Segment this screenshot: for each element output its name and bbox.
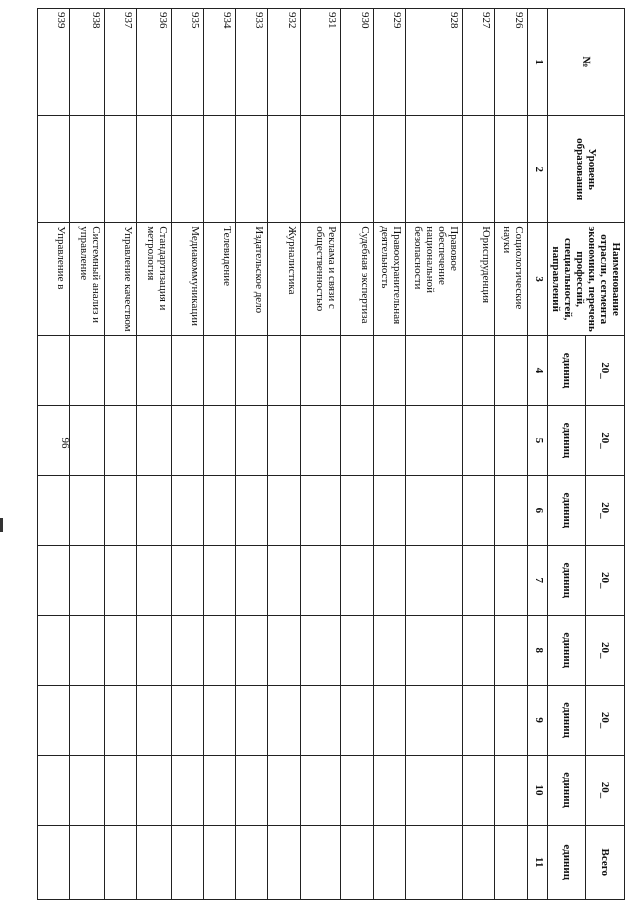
row-name: Управление качеством	[104, 223, 136, 336]
row-level	[70, 116, 104, 223]
row-value-cell	[495, 475, 527, 545]
row-value-cell	[463, 545, 495, 615]
row-name: Правовое обеспечение национальной безопасности	[406, 223, 463, 336]
row-value-cell	[203, 755, 235, 825]
row-name: Журналистика	[268, 223, 300, 336]
row-value-cell	[236, 405, 268, 475]
unit-cell: единиц	[548, 545, 587, 615]
row-value-cell	[104, 475, 136, 545]
row-value-cell	[300, 336, 341, 406]
header-row	[586, 9, 625, 900]
row-number: 936	[137, 9, 171, 116]
row-value-cell	[137, 545, 171, 615]
row-value-cell	[406, 685, 463, 755]
row-level	[463, 116, 495, 223]
row-value-cell	[203, 336, 235, 406]
row-value-cell	[373, 755, 405, 825]
table-row	[300, 9, 341, 900]
row-value-cell	[495, 336, 527, 406]
row-level	[171, 116, 203, 223]
unit-cell: единиц	[548, 755, 587, 825]
row-number: 926	[495, 9, 527, 116]
row-value-cell	[137, 825, 171, 899]
row-value-cell	[406, 475, 463, 545]
row-number: 931	[300, 9, 341, 116]
row-value-cell	[341, 755, 373, 825]
col-index: 1	[527, 9, 547, 116]
row-level	[495, 116, 527, 223]
col-index: 7	[527, 545, 547, 615]
row-value-cell	[38, 755, 70, 825]
header-year: 20_	[586, 405, 625, 475]
col-index: 10	[527, 755, 547, 825]
col-index: 5	[527, 405, 547, 475]
data-table	[37, 8, 625, 900]
row-number: 934	[203, 9, 235, 116]
header-year: 20_	[586, 475, 625, 545]
row-number: 935	[171, 9, 203, 116]
col-index: 6	[527, 475, 547, 545]
row-value-cell	[463, 475, 495, 545]
row-value-cell	[268, 545, 300, 615]
row-level	[137, 116, 171, 223]
row-level	[104, 116, 136, 223]
unit-cell: единиц	[548, 685, 587, 755]
row-value-cell	[300, 475, 341, 545]
table-row	[268, 9, 300, 900]
col-index: 8	[527, 615, 547, 685]
row-value-cell	[38, 825, 70, 899]
row-value-cell	[171, 615, 203, 685]
row-value-cell	[171, 755, 203, 825]
row-value-cell	[373, 825, 405, 899]
row-value-cell	[463, 825, 495, 899]
row-value-cell	[38, 545, 70, 615]
row-value-cell	[236, 545, 268, 615]
scan-margin-mark	[0, 518, 3, 532]
row-value-cell	[38, 475, 70, 545]
row-value-cell	[463, 405, 495, 475]
row-value-cell	[341, 475, 373, 545]
header-name: Наименование отрасли, сегмента экономики, перечень профессий, специальностей, направлений	[548, 223, 625, 336]
row-value-cell	[236, 475, 268, 545]
row-number: 932	[268, 9, 300, 116]
header-year: 20_	[586, 685, 625, 755]
header-no: №	[548, 9, 625, 116]
row-value-cell	[463, 615, 495, 685]
row-value-cell	[38, 336, 70, 406]
row-value-cell	[70, 825, 104, 899]
row-value-cell	[236, 685, 268, 755]
table-row	[341, 9, 373, 900]
row-value-cell	[341, 615, 373, 685]
row-value-cell	[236, 615, 268, 685]
unit-cell: единиц	[548, 405, 587, 475]
row-value-cell	[373, 615, 405, 685]
row-value-cell	[373, 685, 405, 755]
row-value-cell	[300, 405, 341, 475]
row-value-cell	[373, 545, 405, 615]
row-value-cell	[137, 405, 171, 475]
row-value-cell	[300, 825, 341, 899]
row-number: 929	[373, 9, 405, 116]
row-value-cell	[406, 545, 463, 615]
row-level	[203, 116, 235, 223]
row-value-cell	[70, 545, 104, 615]
row-level	[236, 116, 268, 223]
row-value-cell	[70, 336, 104, 406]
row-value-cell	[203, 615, 235, 685]
row-value-cell	[70, 475, 104, 545]
row-value-cell	[70, 615, 104, 685]
row-value-cell	[463, 336, 495, 406]
row-value-cell	[300, 685, 341, 755]
row-value-cell	[495, 825, 527, 899]
header-total: Всего	[586, 825, 625, 899]
row-value-cell	[70, 685, 104, 755]
row-name: Системный анализ и управление	[70, 223, 104, 336]
table-row	[38, 9, 70, 900]
row-value-cell	[463, 755, 495, 825]
col-index: 4	[527, 336, 547, 406]
row-value-cell	[495, 755, 527, 825]
table-row	[137, 9, 171, 900]
row-value-cell	[171, 475, 203, 545]
row-value-cell	[104, 615, 136, 685]
header-level: Уровень образования	[548, 116, 625, 223]
row-name: Юриспруденция	[463, 223, 495, 336]
row-value-cell	[406, 615, 463, 685]
row-name: Медиакоммуникации	[171, 223, 203, 336]
row-number: 930	[341, 9, 373, 116]
row-value-cell	[406, 825, 463, 899]
row-name: Реклама и связи с общественностью	[300, 223, 341, 336]
row-value-cell	[203, 685, 235, 755]
row-value-cell	[236, 825, 268, 899]
table-row	[236, 9, 268, 900]
row-value-cell	[495, 685, 527, 755]
row-number: 927	[463, 9, 495, 116]
row-value-cell	[203, 405, 235, 475]
row-value-cell	[268, 475, 300, 545]
row-value-cell	[495, 405, 527, 475]
row-number: 933	[236, 9, 268, 116]
row-value-cell	[171, 545, 203, 615]
row-value-cell	[341, 685, 373, 755]
col-index: 3	[527, 223, 547, 336]
row-value-cell	[203, 545, 235, 615]
row-value-cell	[268, 685, 300, 755]
row-value-cell	[171, 336, 203, 406]
row-value-cell	[137, 755, 171, 825]
row-value-cell	[104, 545, 136, 615]
table-row	[203, 9, 235, 900]
col-index: 2	[527, 116, 547, 223]
row-value-cell	[373, 336, 405, 406]
unit-cell: единиц	[548, 615, 587, 685]
row-name: Социологические науки	[495, 223, 527, 336]
row-value-cell	[38, 615, 70, 685]
row-value-cell	[268, 405, 300, 475]
unit-cell: единиц	[548, 475, 587, 545]
header-year: 20_	[586, 755, 625, 825]
row-value-cell	[268, 336, 300, 406]
row-value-cell	[171, 825, 203, 899]
row-value-cell	[406, 755, 463, 825]
row-value-cell	[495, 545, 527, 615]
row-value-cell	[70, 755, 104, 825]
row-value-cell	[137, 336, 171, 406]
table-body	[38, 9, 528, 900]
row-value-cell	[341, 405, 373, 475]
row-value-cell	[268, 615, 300, 685]
row-level	[341, 116, 373, 223]
row-value-cell	[137, 475, 171, 545]
row-value-cell	[104, 685, 136, 755]
unit-cell: единиц	[548, 825, 587, 899]
row-number: 939	[38, 9, 70, 116]
row-name: Издательское дело	[236, 223, 268, 336]
row-name: Правоохранительная деятельность	[373, 223, 405, 336]
row-value-cell	[300, 545, 341, 615]
row-level	[300, 116, 341, 223]
table-row	[495, 9, 527, 900]
row-value-cell	[373, 405, 405, 475]
row-value-cell	[406, 336, 463, 406]
table-row	[70, 9, 104, 900]
row-name: Судебная экспертиза	[341, 223, 373, 336]
row-level	[373, 116, 405, 223]
row-value-cell	[203, 475, 235, 545]
row-value-cell	[341, 336, 373, 406]
row-value-cell	[104, 405, 136, 475]
row-value-cell	[463, 685, 495, 755]
table-row	[406, 9, 463, 900]
page-number: 96	[59, 437, 71, 449]
row-value-cell	[406, 405, 463, 475]
row-value-cell	[104, 825, 136, 899]
row-value-cell	[373, 475, 405, 545]
row-number: 937	[104, 9, 136, 116]
table-row	[171, 9, 203, 900]
table-row	[463, 9, 495, 900]
row-value-cell	[38, 685, 70, 755]
row-value-cell	[268, 825, 300, 899]
row-value-cell	[171, 685, 203, 755]
row-value-cell	[137, 615, 171, 685]
row-value-cell	[104, 755, 136, 825]
row-value-cell	[341, 825, 373, 899]
row-value-cell	[236, 755, 268, 825]
row-value-cell	[495, 615, 527, 685]
row-value-cell	[268, 755, 300, 825]
row-level	[268, 116, 300, 223]
row-name: Управление в	[38, 223, 70, 336]
table-row	[104, 9, 136, 900]
row-number: 928	[406, 9, 463, 116]
row-value-cell	[171, 405, 203, 475]
column-index-row	[527, 9, 547, 900]
row-level	[406, 116, 463, 223]
row-name: Стандартизация и метрология	[137, 223, 171, 336]
row-value-cell	[137, 685, 171, 755]
row-number: 938	[70, 9, 104, 116]
header-year: 20_	[586, 336, 625, 406]
col-index: 11	[527, 825, 547, 899]
row-name: Телевидение	[203, 223, 235, 336]
row-value-cell	[341, 545, 373, 615]
row-value-cell	[104, 336, 136, 406]
unit-cell: единиц	[548, 336, 587, 406]
row-value-cell	[38, 405, 70, 475]
row-value-cell	[300, 755, 341, 825]
header-year: 20_	[586, 615, 625, 685]
row-level	[38, 116, 70, 223]
row-value-cell	[203, 825, 235, 899]
row-value-cell	[300, 615, 341, 685]
table-row	[373, 9, 405, 900]
row-value-cell	[236, 336, 268, 406]
header-year: 20_	[586, 545, 625, 615]
col-index: 9	[527, 685, 547, 755]
row-value-cell	[70, 405, 104, 475]
